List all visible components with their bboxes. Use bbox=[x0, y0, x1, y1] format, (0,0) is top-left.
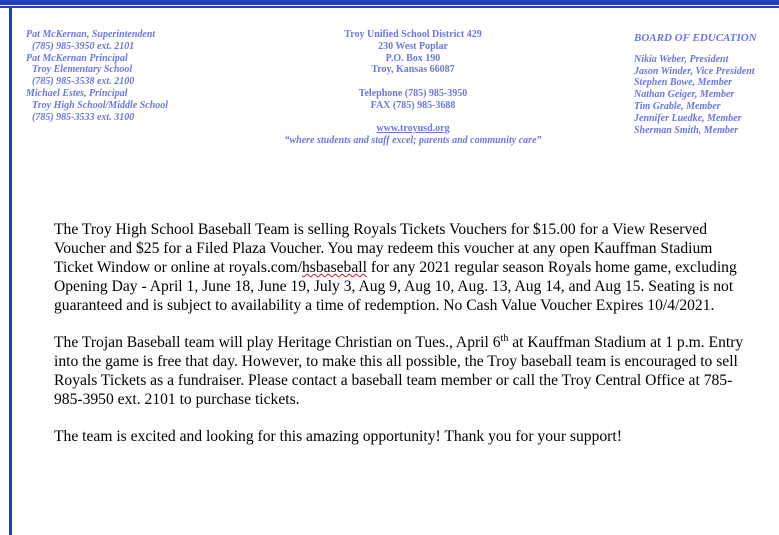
contact-line: Michael Estes, Principal bbox=[26, 87, 128, 99]
board-member: Sherman Smith, Member bbox=[634, 124, 739, 136]
district-website-link[interactable]: www.troyusd.org bbox=[376, 123, 450, 135]
contact-line: Pat McKernan Principal bbox=[26, 52, 128, 64]
district-city: Troy, Kansas 66087 bbox=[371, 64, 455, 76]
district-name: Troy Unified School District 429 bbox=[344, 29, 482, 40]
board-of-education bbox=[634, 33, 779, 136]
board-title: BOARD OF EDUCATION bbox=[634, 32, 757, 44]
contact-line: (785) 985-3538 ext. 2100 bbox=[32, 76, 135, 88]
district-motto: “where students and staff excel; parents and community care” bbox=[284, 135, 542, 147]
board-member: Stephen Bowe, Member bbox=[634, 77, 733, 89]
left-contacts bbox=[26, 29, 256, 123]
paragraph-game: The Trojan Baseball team will play Heritage Christian on Tues., April 6th at Kauffman Stadium at 1 p.m. Entry into the game is free that day. However, to make this all possible, the Troy baseball team is encouraged to sell Royals Tickets as a fundraiser. Please contact a baseball team member or call the Troy Central Office at 785-985-3950 ext. 2101 to purchase tickets. bbox=[54, 332, 744, 408]
board-member: Jennifer Luedke, Member bbox=[634, 112, 742, 124]
board-member: Tim Grable, Member bbox=[634, 100, 721, 112]
district-street: 230 West Poplar bbox=[378, 40, 448, 52]
board-member: Nathan Geiger, Member bbox=[634, 89, 735, 101]
district-fax: FAX (785) 985-3688 bbox=[370, 99, 456, 111]
board-member: Nikia Weber, President bbox=[634, 53, 729, 65]
letter-body bbox=[54, 220, 744, 464]
contact-line: (785) 985-3950 ext. 2101 bbox=[32, 40, 135, 52]
top-border-inner bbox=[0, 6, 779, 8]
contact-line: Pat McKernan, Superintendent bbox=[26, 29, 156, 40]
contact-line: Troy High School/Middle School bbox=[32, 99, 169, 111]
district-header bbox=[260, 29, 566, 147]
spellcheck-word: hsbaseball bbox=[301, 259, 367, 276]
district-telephone: Telephone (785) 985-3950 bbox=[358, 87, 468, 99]
district-po-box: P.O. Box 190 bbox=[385, 52, 441, 64]
board-member: Jason Winder, Vice President bbox=[634, 65, 755, 77]
paragraph-thanks: The team is excited and looking for this amazing opportunity! Thank you for your support! bbox=[54, 428, 622, 445]
contact-line: (785) 985-3533 ext. 3100 bbox=[32, 111, 135, 123]
left-border bbox=[9, 8, 12, 535]
top-border bbox=[0, 0, 779, 5]
paragraph-vouchers: The Troy High School Baseball Team is selling Royals Tickets Vouchers for $15.00 for a View Reserved Voucher and $25 for a Filed Plaza Voucher. You may redeem this voucher at any open Kauffman Stadium Ticket Window or online at royals.com/hsbaseball for any 2021 regular season Royals home game, excluding Opening Day - April 1, June 18, June 19, July 3, Aug 9, Aug 10, Aug. 13, Aug 14, and Aug 15. Seating is not guaranteed and is subject to availability a time of redemption. No Cash Value Voucher Expires 10/4/2021. bbox=[54, 221, 737, 314]
contact-line: Troy Elementary School bbox=[32, 64, 133, 76]
